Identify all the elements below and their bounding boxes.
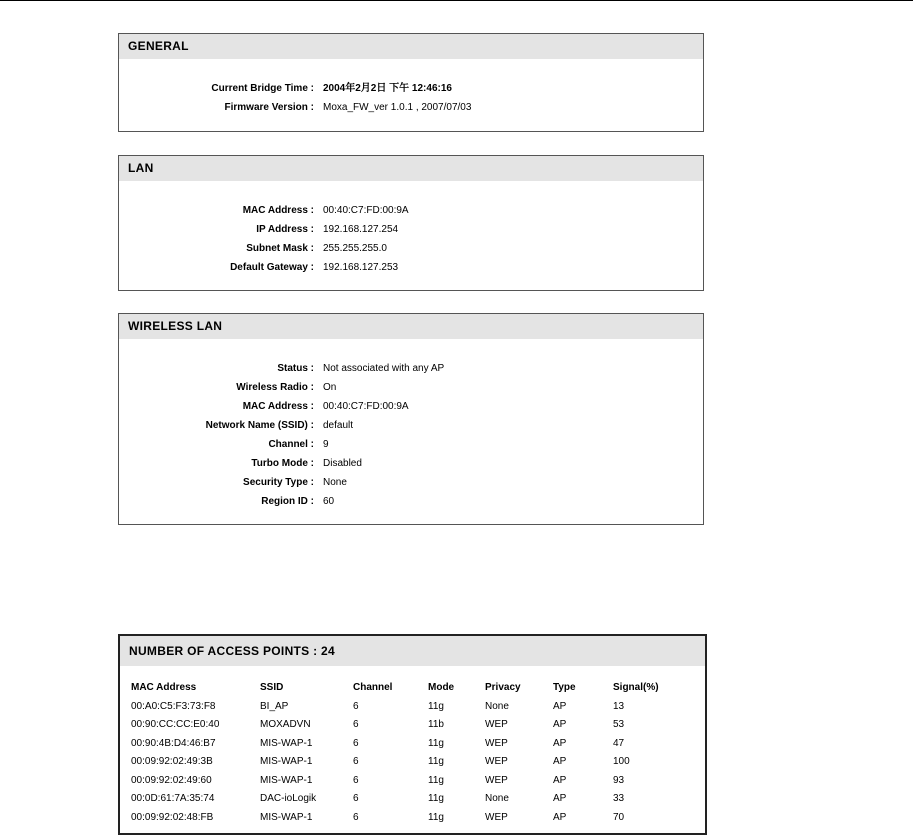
- lan-panel-title: LAN: [119, 156, 703, 181]
- wlan-radio-value: On: [323, 382, 337, 393]
- lan-ip-label: IP Address :: [256, 224, 314, 235]
- cell-mac: 00:0D:61:7A:35:74: [131, 793, 215, 805]
- cell-ssid: DAC-ioLogik: [260, 793, 317, 805]
- cell-channel: 6: [353, 756, 359, 768]
- cell-signal: 100: [613, 756, 630, 768]
- cell-channel: 6: [353, 737, 359, 749]
- col-channel: Channel: [353, 682, 393, 693]
- firmware-version-label: Firmware Version :: [224, 102, 314, 113]
- table-row: [131, 790, 683, 809]
- access-points-title: NUMBER OF ACCESS POINTS : 24: [120, 636, 705, 666]
- lan-subnet-value: 255.255.255.0: [323, 243, 387, 254]
- wlan-mac-label: MAC Address :: [242, 401, 314, 412]
- cell-privacy: WEP: [485, 811, 508, 823]
- cell-channel: 6: [353, 774, 359, 786]
- wlan-channel-row: [119, 436, 703, 454]
- col-mode: Mode: [428, 682, 455, 693]
- cell-signal: 93: [613, 774, 625, 786]
- wlan-channel-label: Channel :: [268, 439, 314, 450]
- col-type: Type: [553, 682, 576, 693]
- wlan-ssid-row: [119, 417, 703, 435]
- wlan-status-row: [119, 360, 703, 378]
- cell-privacy: WEP: [485, 756, 508, 768]
- wlan-region-value: 60: [323, 496, 335, 507]
- wlan-turbo-value: Disabled: [323, 458, 362, 469]
- wlan-mac-row: [119, 398, 703, 416]
- table-header-row: [131, 678, 683, 697]
- firmware-version-value: Moxa_FW_ver 1.0.1 , 2007/07/03: [323, 102, 472, 113]
- wlan-region-row: [119, 493, 703, 511]
- col-privacy: Privacy: [485, 682, 521, 693]
- lan-mac-value: 00:40:C7:FD:00:9A: [323, 205, 409, 216]
- cell-privacy: WEP: [485, 774, 508, 786]
- cell-signal: 13: [613, 700, 625, 712]
- cell-signal: 53: [613, 719, 625, 731]
- cell-ssid: MIS-WAP-1: [260, 737, 313, 749]
- cell-mode: 11g: [428, 756, 444, 768]
- wlan-security-value: None: [323, 477, 347, 488]
- cell-privacy: WEP: [485, 719, 508, 731]
- lan-mac-row: [119, 202, 703, 220]
- access-points-table: [131, 678, 683, 827]
- table-row: [131, 697, 683, 716]
- wlan-radio-row: [119, 379, 703, 397]
- general-panel: [118, 33, 704, 132]
- cell-mac: 00:09:92:02:49:60: [131, 774, 212, 786]
- wireless-lan-panel-title: WIRELESS LAN: [119, 314, 703, 339]
- cell-mac: 00:09:92:02:48:FB: [131, 811, 214, 823]
- cell-signal: 70: [613, 811, 625, 823]
- cell-mac: 00:90:CC:CC:E0:40: [131, 719, 220, 731]
- col-ssid: SSID: [260, 682, 284, 693]
- access-points-panel: [118, 634, 707, 835]
- cell-mode: 11g: [428, 737, 444, 749]
- cell-signal: 33: [613, 793, 625, 805]
- top-divider: [0, 0, 913, 1]
- cell-privacy: None: [485, 793, 509, 805]
- cell-type: AP: [553, 756, 567, 768]
- table-row: [131, 808, 683, 827]
- wlan-ssid-label: Network Name (SSID) :: [205, 420, 314, 431]
- wlan-security-row: [119, 474, 703, 492]
- bridge-time-label: Current Bridge Time :: [211, 83, 314, 94]
- cell-type: AP: [553, 774, 567, 786]
- cell-type: AP: [553, 793, 567, 805]
- cell-ssid: MOXADVN: [260, 719, 311, 731]
- cell-ssid: MIS-WAP-1: [260, 811, 313, 823]
- lan-subnet-label: Subnet Mask :: [246, 243, 314, 254]
- cell-channel: 6: [353, 811, 359, 823]
- cell-mac: 00:09:92:02:49:3B: [131, 756, 213, 768]
- lan-subnet-row: [119, 240, 703, 258]
- wlan-status-label: Status :: [277, 363, 314, 374]
- table-row: [131, 753, 683, 772]
- cell-channel: 6: [353, 793, 359, 805]
- wlan-turbo-row: [119, 455, 703, 473]
- cell-type: AP: [553, 700, 567, 712]
- bridge-time-value: 2004年2月2日 下午 12:46:16: [323, 83, 452, 94]
- cell-privacy: WEP: [485, 737, 508, 749]
- table-row: [131, 771, 683, 790]
- cell-mode: 11g: [428, 774, 444, 786]
- lan-mac-label: MAC Address :: [242, 205, 314, 216]
- cell-type: AP: [553, 737, 567, 749]
- col-signal: Signal(%): [613, 682, 659, 693]
- cell-mac: 00:A0:C5:F3:73:F8: [131, 700, 216, 712]
- cell-mode: 11g: [428, 811, 444, 823]
- wireless-lan-panel: [118, 313, 704, 525]
- table-row: [131, 734, 683, 753]
- wlan-security-label: Security Type :: [243, 477, 314, 488]
- wlan-region-label: Region ID :: [261, 496, 314, 507]
- cell-mode: 11g: [428, 700, 444, 712]
- cell-privacy: None: [485, 700, 509, 712]
- wlan-ssid-value: default: [323, 420, 354, 431]
- cell-mac: 00:90:4B:D4:46:B7: [131, 737, 216, 749]
- wlan-radio-label: Wireless Radio :: [236, 382, 314, 393]
- wlan-status-value: Not associated with any AP: [323, 363, 445, 374]
- lan-ip-value: 192.168.127.254: [323, 224, 399, 235]
- table-row: [131, 716, 683, 735]
- lan-gateway-row: [119, 259, 703, 277]
- cell-ssid: BI_AP: [260, 700, 289, 712]
- cell-ssid: MIS-WAP-1: [260, 756, 313, 768]
- col-mac-address: MAC Address: [131, 682, 197, 693]
- lan-gateway-label: Default Gateway :: [230, 262, 314, 273]
- firmware-version-row: [119, 99, 703, 117]
- wlan-channel-value: 9: [323, 439, 329, 450]
- lan-gateway-value: 192.168.127.253: [323, 262, 399, 273]
- general-panel-title: GENERAL: [119, 34, 703, 59]
- cell-signal: 47: [613, 737, 625, 749]
- cell-type: AP: [553, 719, 567, 731]
- cell-channel: 6: [353, 719, 359, 731]
- cell-type: AP: [553, 811, 567, 823]
- cell-mode: 11b: [428, 719, 444, 731]
- cell-channel: 6: [353, 700, 359, 712]
- lan-panel: [118, 155, 704, 291]
- bridge-time-row: [119, 80, 703, 98]
- lan-ip-row: [119, 221, 703, 239]
- wlan-turbo-label: Turbo Mode :: [251, 458, 314, 469]
- wlan-mac-value: 00:40:C7:FD:00:9A: [323, 401, 409, 412]
- cell-mode: 11g: [428, 793, 444, 805]
- cell-ssid: MIS-WAP-1: [260, 774, 313, 786]
